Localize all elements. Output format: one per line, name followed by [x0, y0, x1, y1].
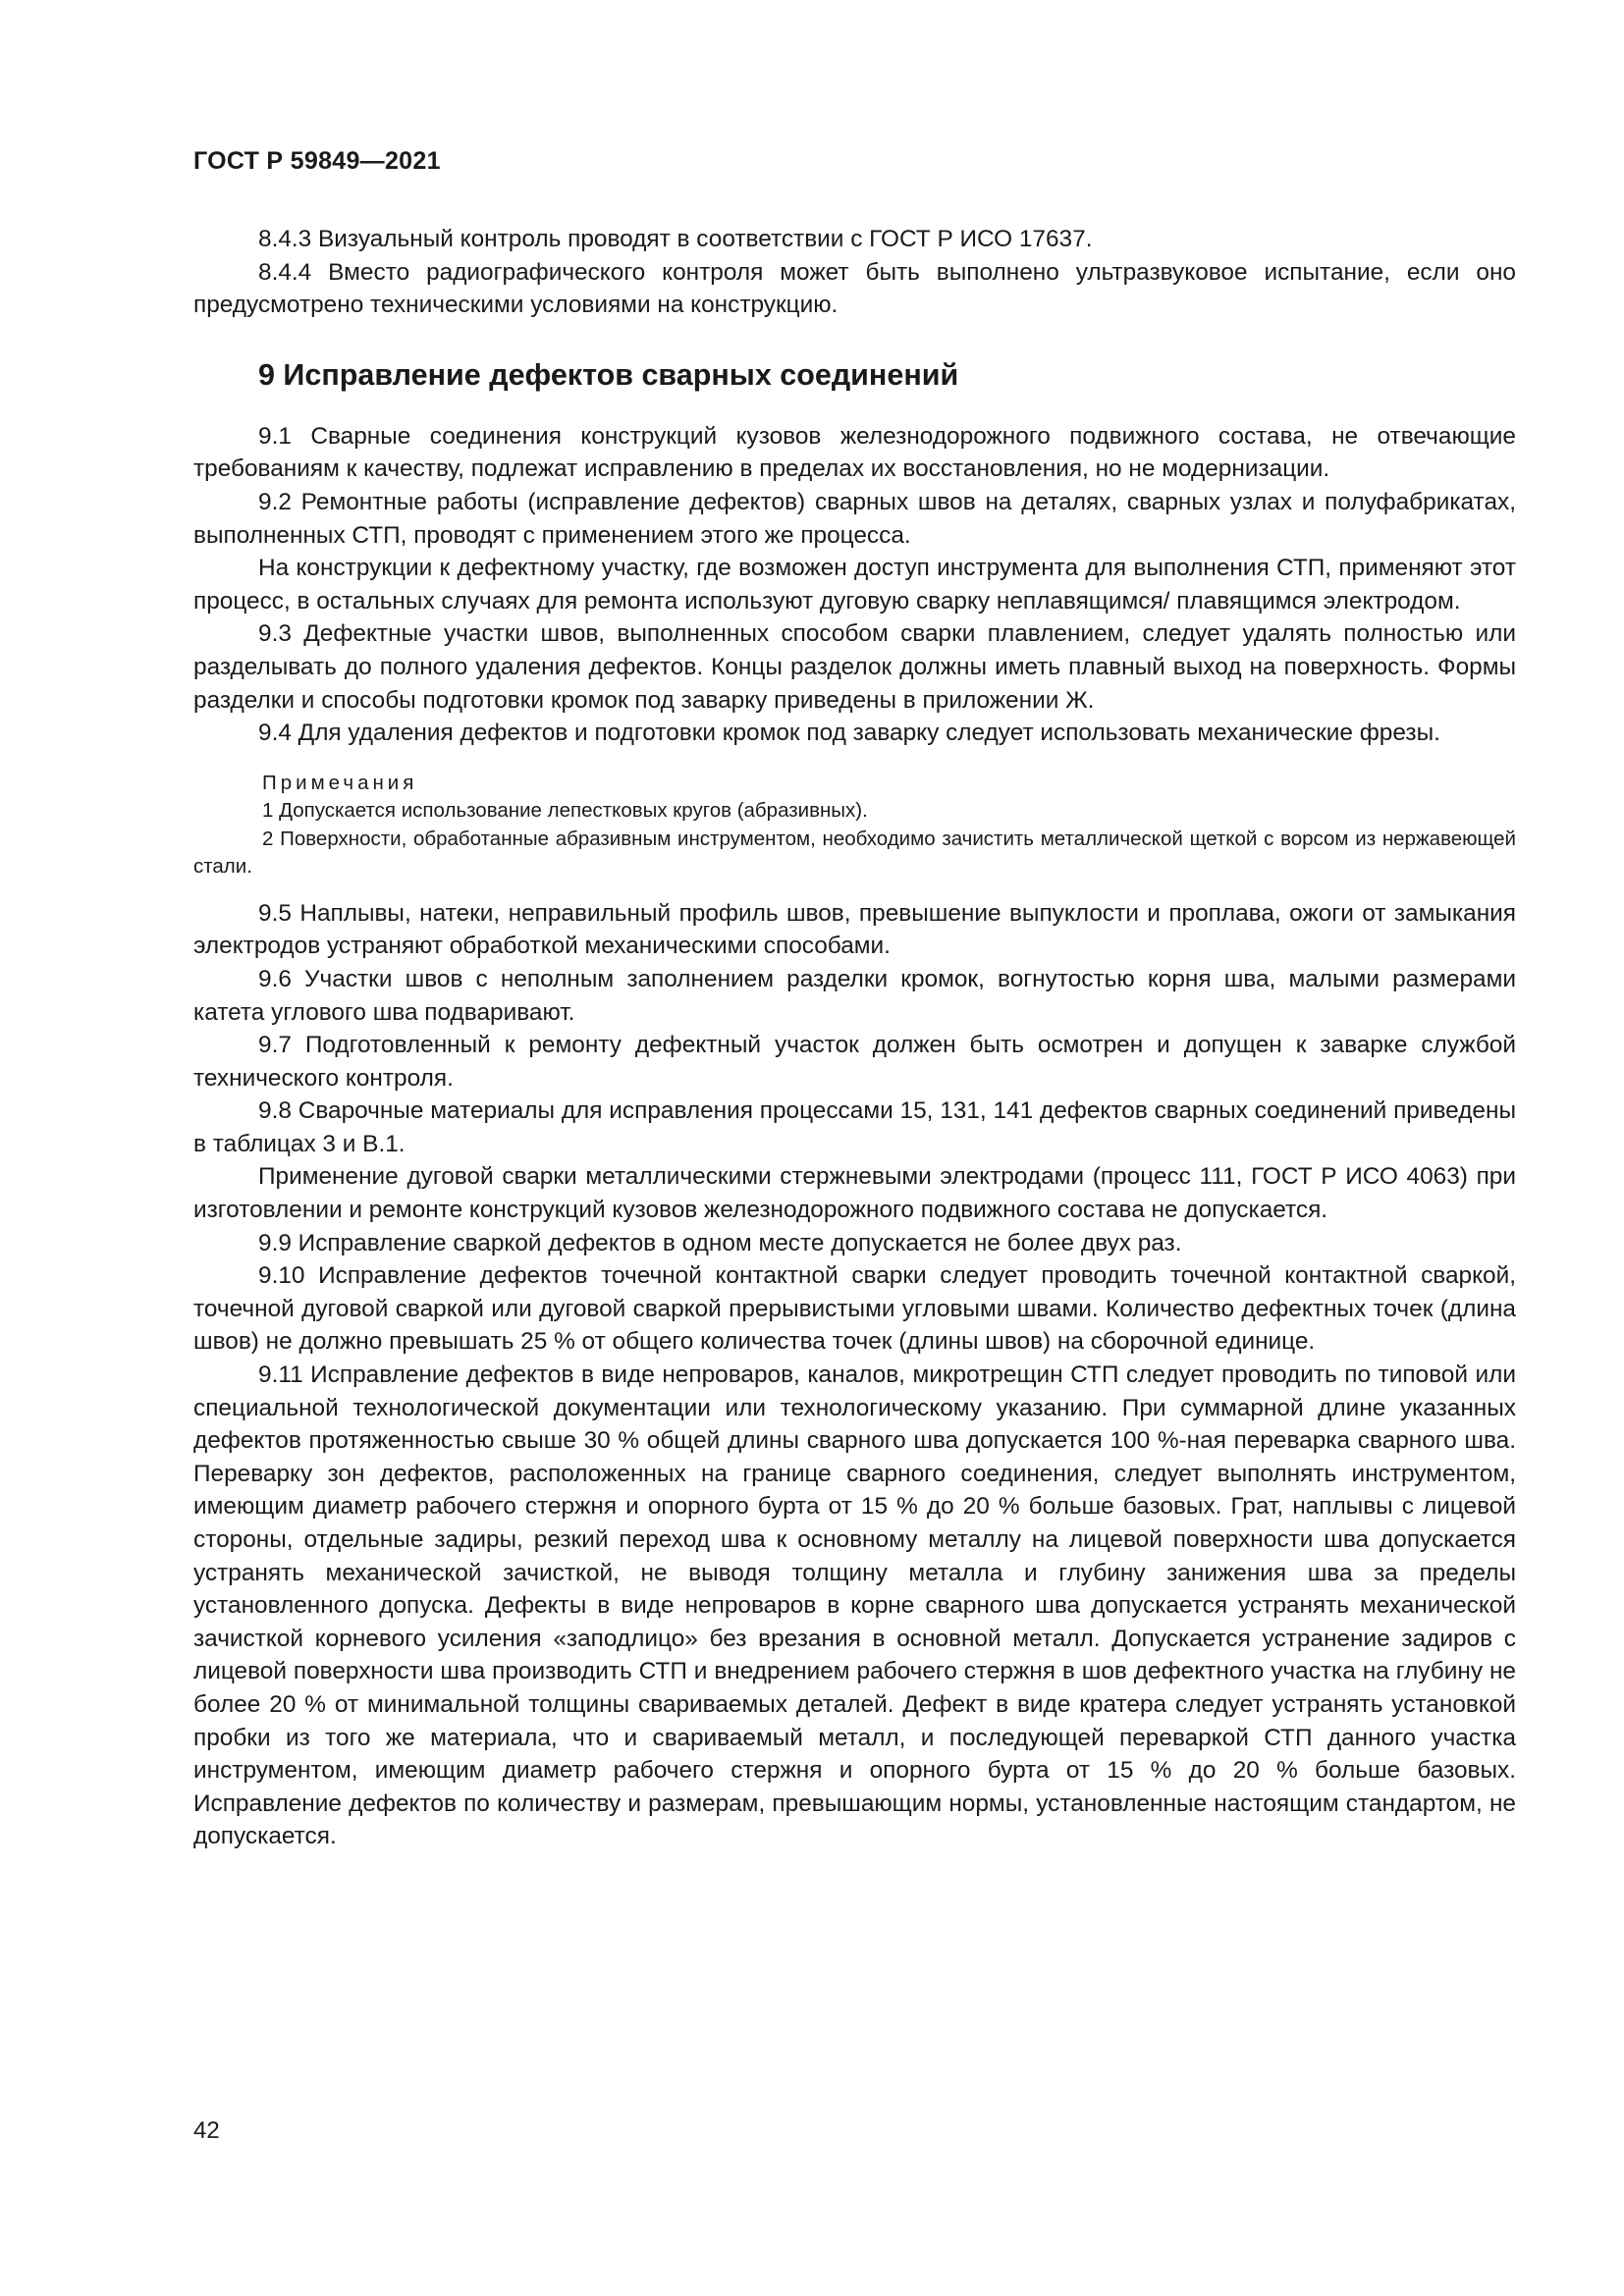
paragraph-8-4-4: 8.4.4 Вместо радиографического контроля может быть выполнено ультразвуковое испытание, если оно предусмотрено техническими условиями на конструкцию. [193, 258, 1516, 319]
note-item: 1 Допускается использование лепестковых кругов (абразивных). [262, 799, 868, 823]
document-code-header: ГОСТ Р 59849—2021 [193, 147, 441, 175]
paragraph-9-9: 9.9 Исправление сваркой дефектов в одном месте допускается не более двух раз. [258, 1229, 1182, 1256]
paragraph-9-5: 9.5 Наплывы, натеки, неправильный профиль швов, превышение выпуклости и проплава, ожоги от замыкания электродов устраняют обработкой механическими способами. [193, 899, 1516, 960]
notes-title: Примечания [262, 771, 418, 794]
notes-block [193, 770, 1516, 881]
paragraph-9-3: 9.3 Дефектные участки швов, выполненных способом сварки плавлением, следует удалять полностью или разделывать до полного удаления дефектов. Концы разделок должны иметь плавный выход на поверхность. Формы разделки и способы подготовки кромок под заварку приведены в приложении Ж. [193, 620, 1516, 714]
paragraph-9-10: 9.10 Исправление дефектов точечной контактной сварки следует проводить точечной контактной сваркой, точечной дуговой сваркой или дуговой сваркой прерывистыми угловыми швами. Количество дефектных точек (длина швов) не должно превышать 25 % от общего количества точек (длины швов) на сборочной единице. [193, 1262, 1516, 1356]
note-item: 2 Поверхности, обработанные абразивным инструментом, необходимо зачистить металлической щеткой с ворсом из нержавеющей стали. [193, 827, 1516, 879]
paragraph-9-2: 9.2 Ремонтные работы (исправление дефектов) сварных швов на деталях, сварных узлах и полуфабрикатах, выполненных СТП, проводят с применением этого же процесса. [193, 488, 1516, 549]
page-content [193, 223, 1516, 1853]
paragraph-9-1: 9.1 Сварные соединения конструкций кузовов железнодорожного подвижного состава, не отвечающие требованиям к качеству, подлежат исправлению в пределах их восстановления, но не модернизации. [193, 422, 1516, 483]
paragraph-9-8-continued: Применение дуговой сварки металлическими стержневыми электродами (процесс 111, ГОСТ Р ИСО 4063) при изготовлении и ремонте конструкций кузовов железнодорожного подвижного состава не допускается. [193, 1163, 1516, 1224]
paragraph-9-6: 9.6 Участки швов с неполным заполнением разделки кромок, вогнутостью корня шва, малыми размерами катета углового шва подваривают. [193, 965, 1516, 1026]
paragraph-9-2-continued: На конструкции к дефектному участку, где возможен доступ инструмента для выполнения СТП, применяют этот процесс, в остальных случаях для ремонта используют дуговую сварку неплавящимся/ плавящимся электродом. [193, 555, 1516, 614]
paragraph-8-4-3: 8.4.3 Визуальный контроль проводят в соответствии с ГОСТ Р ИСО 17637. [258, 226, 1093, 252]
paragraph-9-11: 9.11 Исправление дефектов в виде непроваров, каналов, микротрещин СТП следует проводить по типовой или специальной технологической документации или технологическому указанию. При суммарной длине указанных дефектов протяженностью свыше 30 % общей длины сварного шва допускается 100 %-ная переварка сварного шва. Переварку зон дефектов, расположенных на границе сварного соединения, следует выполнять инструментом, имеющим диаметр рабочего стержня и опорного бурта от 15 % до 20 % больше базовых. Грат, наплывы с лицевой стороны, отдельные задиры, резкий переход шва к основному металлу на лицевой поверхности шва допускается устранять механической зачисткой, не выводя толщину металла и глубину занижения шва за пределы установленного допуска. Дефекты в виде непроваров в корне сварного шва допускается устранять механической зачисткой корневого усиления «заподлицо» без врезания в основной металл. Допускается устранение задиров с лицевой поверхности шва производить СТП и внедрением рабочего стержня в шов дефектного участка на глубину не более 20 % от минимальной толщины свариваемых деталей. Дефект в виде кратера следует устранять установкой пробки из того же материала, что и свариваемый металл, и последующей переваркой СТП данного участка инструментом, имеющим диаметр рабочего стержня и опорного бурта от 15 % до 20 % больше базовых. Исправление дефектов по количеству и размерам, превышающим нормы, установленные настоящим стандартом, не допускается. [193, 1362, 1516, 1850]
page-number: 42 [193, 2117, 220, 2144]
paragraph-9-8: 9.8 Сварочные материалы для исправления процессами 15, 131, 141 дефектов сварных соединений приведены в таблицах 3 и В.1. [193, 1097, 1516, 1157]
paragraph-9-7: 9.7 Подготовленный к ремонту дефектный участок должен быть осмотрен и допущен к заварке службой технического контроля. [193, 1032, 1516, 1092]
paragraph-9-4: 9.4 Для удаления дефектов и подготовки кромок под заварку следует использовать механические фрезы. [258, 720, 1440, 747]
section-title: 9 Исправление дефектов сварных соединений [258, 357, 959, 392]
